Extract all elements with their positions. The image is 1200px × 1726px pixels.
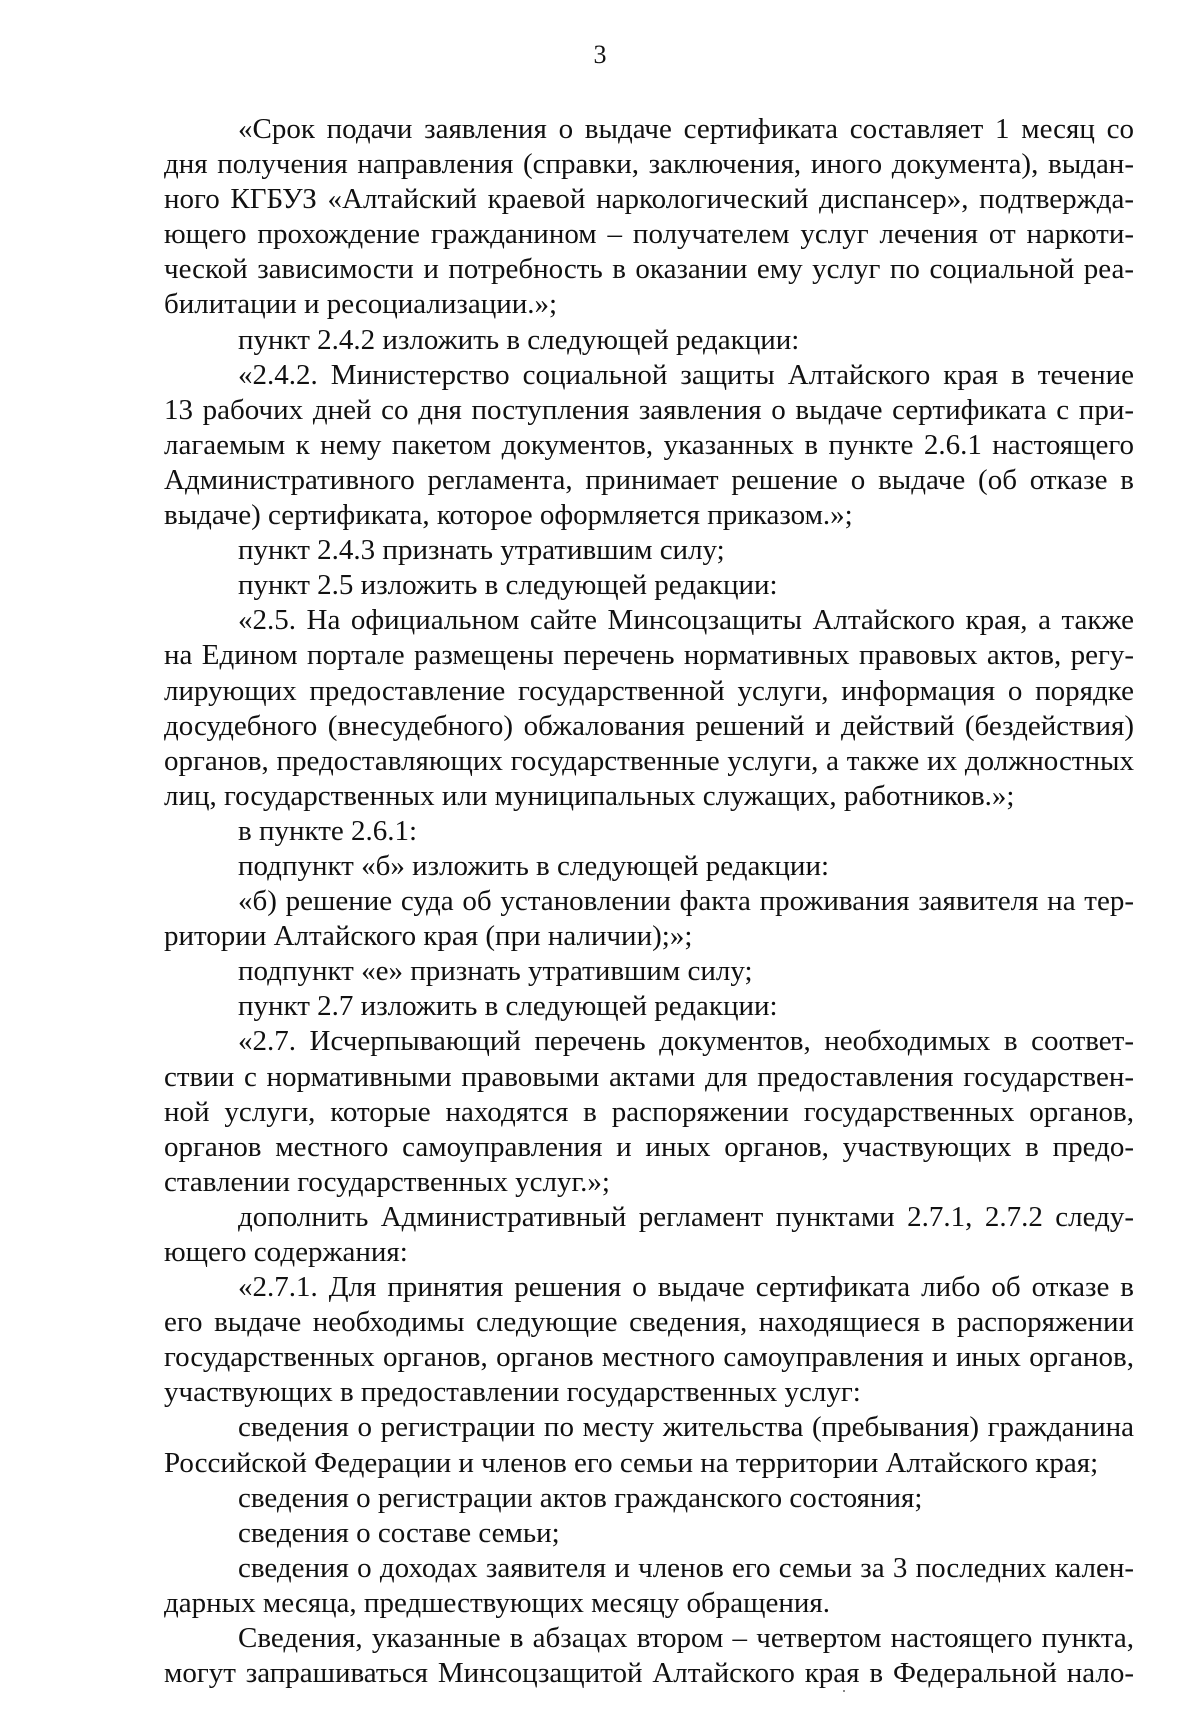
text-line: его выдаче необходимы следующие сведения, находящиеся в распоряжении (164, 1306, 1134, 1339)
text-line: досудебного (внесудебного) обжалования решений и действий (бездействия) (164, 709, 1134, 742)
text-line: ющего прохождение гражданином – получателем услуг лечения от наркоти- (164, 218, 1134, 251)
text-line: лирующих предоставление государственной услуги, информация о порядке (164, 674, 1134, 707)
text-line: дополнить Административный регламент пунктами 2.7.1, 2.7.2 следу- (238, 1200, 1134, 1233)
text-line: билитации и ресоциализации.»; (164, 288, 558, 321)
text-line: сведения о регистрации актов гражданского состояния; (238, 1481, 923, 1514)
text-line: 13 рабочих дней со дня поступления заявления о выдаче сертификата с при- (164, 393, 1134, 426)
text-line: ритории Алтайского края (при наличии);»; (164, 920, 693, 953)
text-line: дня получения направления (справки, заключения, иного документа), выдан- (164, 148, 1134, 181)
text-line: ющего содержания: (164, 1236, 408, 1268)
text-line: дарных месяца, предшествующих месяцу обращения. (164, 1586, 831, 1619)
text-line: Российской Федерации и членов его семьи на территории Алтайского края; (164, 1446, 1099, 1479)
text-line: лагаемым к нему пакетом документов, указанных в пункте 2.6.1 настоящего (164, 428, 1134, 461)
text-line: выдаче) сертификата, которое оформляется приказом.»; (164, 499, 853, 532)
text-line: ной услуги, которые находятся в распоряжении государственных органов, (164, 1095, 1134, 1128)
scan-speck (843, 1690, 845, 1692)
text-line: ного КГБУЗ «Алтайский краевой наркологический диспансер», подтвержда- (164, 183, 1134, 216)
text-line: «2.4.2. Министерство социальной защиты Алтайского края в течение (238, 358, 1134, 391)
text-line: «2.7. Исчерпывающий перечень документов, необходимых в соответ- (238, 1025, 1134, 1058)
text-line: государственных органов, органов местного самоуправления и иных органов, (164, 1341, 1134, 1374)
text-line: подпункт «е» признать утратившим силу; (238, 955, 753, 988)
text-line: сведения о составе семьи; (238, 1516, 560, 1549)
text-line: лиц, государственных или муниципальных служащих, работников.»; (164, 779, 1015, 812)
text-line: ставлении государственных услуг.»; (164, 1165, 610, 1198)
text-line: пункт 2.4.3 признать утратившим силу; (238, 534, 725, 567)
text-line: органов местного самоуправления и иных органов, участвующих в предо- (164, 1130, 1134, 1163)
text-line: пункт 2.4.2 изложить в следующей редакции: (238, 323, 800, 356)
text-line: подпункт «б» изложить в следующей редакции: (238, 849, 830, 882)
text-line: «Срок подачи заявления о выдаче сертификата составляет 1 месяц со (238, 113, 1134, 145)
text-line: сведения о доходах заявителя и членов его семьи за 3 последних кален- (238, 1551, 1134, 1584)
text-line: пункт 2.5 изложить в следующей редакции: (238, 569, 778, 602)
text-line: могут запрашиваться Минсоцзащитой Алтайского края в Федеральной нало- (164, 1657, 1134, 1690)
document-body (164, 112, 1134, 1691)
text-line: Административного регламента, принимает решение о выдаче (об отказе в (164, 463, 1134, 496)
text-line: в пункте 2.6.1: (238, 814, 418, 847)
page-number: 3 (593, 40, 607, 69)
text-line: Сведения, указанные в абзацах втором – четвертом настоящего пункта, (238, 1622, 1134, 1655)
text-line: пункт 2.7 изложить в следующей редакции: (238, 990, 778, 1023)
text-line: на Едином портале размещены перечень нормативных правовых актов, регу- (164, 639, 1134, 672)
text-line: участвующих в предоставлении государственных услуг: (164, 1376, 861, 1409)
text-line: «2.7.1. Для принятия решения о выдаче сертификата либо об отказе в (238, 1271, 1134, 1304)
text-line: органов, предоставляющих государственные услуги, а также их должностных (164, 744, 1134, 777)
text-line: ствии с нормативными правовыми актами для предоставления государствен- (164, 1060, 1134, 1093)
text-line: «б) решение суда об установлении факта проживания заявителя на тер- (238, 885, 1134, 918)
text-line: сведения о регистрации по месту жительства (пребывания) гражданина (238, 1411, 1134, 1444)
text-line: «2.5. На официальном сайте Минсоцзащиты Алтайского края, а также (238, 604, 1134, 637)
text-line: ческой зависимости и потребность в оказании ему услуг по социальной реа- (164, 253, 1134, 286)
